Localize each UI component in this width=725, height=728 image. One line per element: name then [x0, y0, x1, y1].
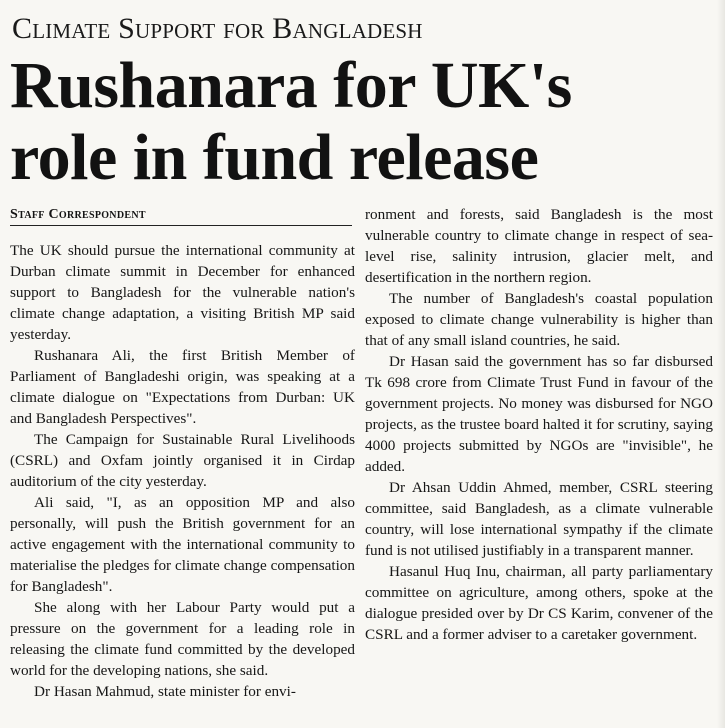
paragraph: Dr Ahsan Uddin Ahmed, member, CSRL steering committee, said Bangladesh, as a climate vulnerable country, will lose international sympathy if the climate fund is not utilised justifiably in a transparent manner. — [365, 479, 713, 559]
paragraph: The UK should pursue the international community at Durban climate summit in December for enhanced support to Bangladesh for the vulnerable nation's climate change adaptation, a visiting British MP said yesterday. — [10, 242, 355, 343]
article-column-right — [365, 204, 713, 645]
paragraph: Dr Hasan said the government has so far disbursed Tk 698 crore from Climate Trust Fund in favour of the government projects. No money was disbursed for NGO projects, as the trustee board halted it for scrutiny, saying 4000 projects submitted by NGOs are "invisible", he added. — [365, 353, 713, 475]
paragraph: Hasanul Huq Inu, chairman, all party parliamentary committee on agriculture, among others, spoke at the dialogue presided over by Dr CS Karim, convener of the CSRL and a former adviser to a caretaker government. — [365, 563, 713, 643]
paragraph: ronment and forests, said Bangladesh is the most vulnerable country to climate change in respect of sea-level rise, salinity intrusion, glacier melt, and desertification in the northern region. — [365, 206, 713, 286]
paragraph: Ali said, "I, as an opposition MP and also personally, will push the British government for an active engagement with the international community to materialise the pledges for climate change compensation for Bangladesh". — [10, 494, 355, 595]
page-edge-shadow — [717, 0, 725, 728]
paragraph: The Campaign for Sustainable Rural Livelihoods (CSRL) and Oxfam jointly organised it in Cirdap auditorium of the city yesterday. — [10, 431, 355, 490]
section-kicker: Climate Support for Bangladesh — [12, 12, 423, 45]
paragraph: She along with her Labour Party would put a pressure on the government for a leading role in releasing the climate fund committed by the developed world for the developing nations, she said. — [10, 599, 355, 679]
paragraph: The number of Bangladesh's coastal population exposed to climate change vulnerability is higher than that of any small island countries, he said. — [365, 290, 713, 349]
byline: Staff Correspondent — [10, 207, 352, 226]
article-column-left — [10, 240, 355, 702]
paragraph: Dr Hasan Mahmud, state minister for envi- — [34, 683, 296, 700]
headline-line-2: role in fund release — [10, 121, 539, 194]
headline-line-1: Rushanara for UK's — [10, 49, 572, 122]
paragraph: Rushanara Ali, the first British Member of Parliament of Bangladeshi origin, was speaking at a climate dialogue on "Expectations from Durban: UK and Bangladesh Perspectives". — [10, 347, 355, 427]
headline — [10, 50, 715, 194]
